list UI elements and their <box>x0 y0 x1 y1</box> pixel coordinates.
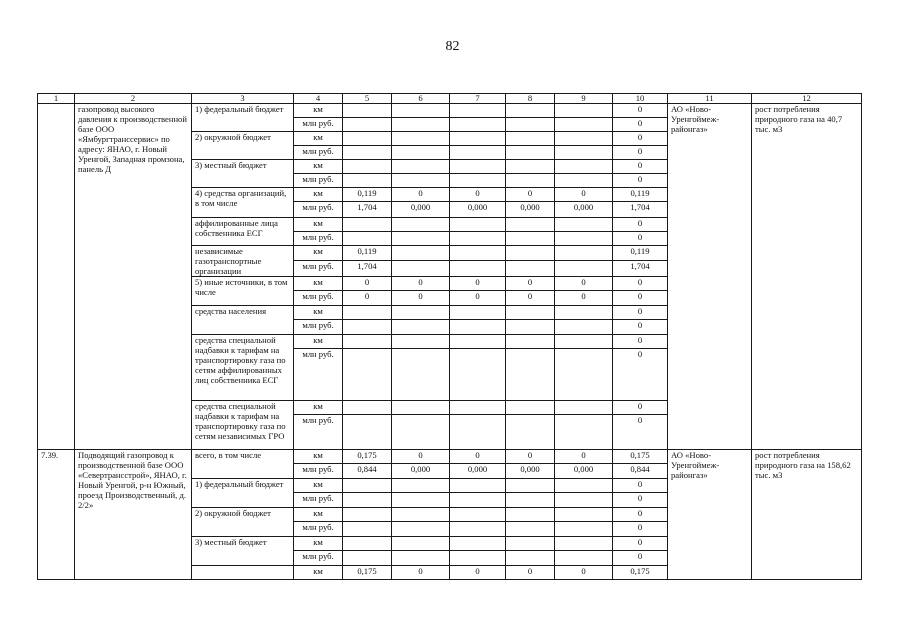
value-cell: 0 <box>613 160 668 174</box>
value-cell: 0,175 <box>343 566 392 580</box>
value-cell: 0 <box>613 551 668 566</box>
value-cell <box>392 508 450 522</box>
value-cell <box>506 401 555 415</box>
value-cell: 1,704 <box>343 260 392 276</box>
value-cell: 1,704 <box>613 202 668 218</box>
value-cell <box>450 335 506 349</box>
value-cell: 0 <box>613 174 668 188</box>
company-name: АО «Ново-Уренгоймеж-районгаз» <box>668 104 752 450</box>
value-cell: 0 <box>343 291 392 306</box>
value-cell <box>555 415 613 450</box>
value-cell <box>555 349 613 401</box>
value-cell <box>343 174 392 188</box>
value-cell <box>506 551 555 566</box>
value-cell <box>555 160 613 174</box>
value-cell <box>392 260 450 276</box>
value-cell: 0 <box>506 291 555 306</box>
unit-cell: млн руб. <box>294 349 343 401</box>
value-cell: 0 <box>555 277 613 291</box>
value-cell <box>555 260 613 276</box>
unit-cell: км <box>294 246 343 261</box>
object-name: Подводящий газопровод к производственной базе ООО «Севертрансстрой», ЯНАО, г. Новый Уренгой, р-н Южный, проезд Производственный, д. 2/2» <box>75 450 192 580</box>
value-cell <box>450 306 506 320</box>
value-cell <box>392 160 450 174</box>
value-cell <box>506 537 555 551</box>
unit-cell: км <box>294 566 343 580</box>
value-cell <box>555 146 613 160</box>
funding-source: 2) окружной бюджет <box>192 132 294 160</box>
unit-cell: км <box>294 104 343 118</box>
value-cell: 0,175 <box>343 450 392 464</box>
value-cell <box>555 493 613 508</box>
value-cell: 0 <box>392 277 450 291</box>
column-header: 6 <box>392 94 450 104</box>
funding-source: независимые газотранспортные организации <box>192 246 294 277</box>
column-header: 7 <box>450 94 506 104</box>
value-cell: 0 <box>613 104 668 118</box>
funding-source: 1) федеральный бюджет <box>192 479 294 508</box>
value-cell <box>506 146 555 160</box>
unit-cell: км <box>294 335 343 349</box>
data-table <box>37 93 862 580</box>
funding-source: 1) федеральный бюджет <box>192 104 294 132</box>
value-cell <box>506 522 555 537</box>
row-number: 7.39. <box>38 450 75 580</box>
value-cell: 0 <box>450 450 506 464</box>
value-cell <box>555 479 613 493</box>
value-cell <box>392 335 450 349</box>
table-row <box>38 450 862 464</box>
unit-cell: млн руб. <box>294 320 343 335</box>
value-cell <box>392 104 450 118</box>
value-cell <box>392 146 450 160</box>
value-cell <box>555 306 613 320</box>
value-cell <box>450 415 506 450</box>
value-cell: 0,844 <box>343 464 392 479</box>
value-cell <box>343 508 392 522</box>
value-cell <box>450 551 506 566</box>
unit-cell: км <box>294 277 343 291</box>
value-cell <box>450 349 506 401</box>
column-header: 4 <box>294 94 343 104</box>
value-cell <box>506 246 555 261</box>
value-cell <box>555 522 613 537</box>
value-cell: 0,000 <box>555 464 613 479</box>
unit-cell: млн руб. <box>294 260 343 276</box>
value-cell: 0 <box>450 566 506 580</box>
value-cell <box>343 479 392 493</box>
value-cell <box>343 104 392 118</box>
unit-cell: км <box>294 508 343 522</box>
table-row <box>38 104 862 118</box>
unit-cell: млн руб. <box>294 522 343 537</box>
unit-cell: млн руб. <box>294 291 343 306</box>
value-cell: 0,000 <box>392 202 450 218</box>
value-cell <box>343 522 392 537</box>
column-header: 5 <box>343 94 392 104</box>
value-cell <box>506 335 555 349</box>
value-cell: 0,175 <box>613 450 668 464</box>
funding-source <box>192 566 294 580</box>
value-cell <box>555 174 613 188</box>
unit-cell: млн руб. <box>294 202 343 218</box>
reason-text: рост потребления природного газа на 40,7 тыс. м3 <box>752 104 862 450</box>
value-cell: 0 <box>613 232 668 246</box>
value-cell <box>392 218 450 232</box>
value-cell <box>343 349 392 401</box>
value-cell: 0 <box>555 291 613 306</box>
value-cell <box>343 146 392 160</box>
value-cell <box>450 479 506 493</box>
value-cell <box>506 306 555 320</box>
unit-cell: млн руб. <box>294 232 343 246</box>
value-cell <box>506 118 555 132</box>
value-cell <box>555 132 613 146</box>
unit-cell: км <box>294 537 343 551</box>
column-header: 11 <box>668 94 752 104</box>
column-header: 3 <box>192 94 294 104</box>
unit-cell: млн руб. <box>294 551 343 566</box>
value-cell: 0 <box>613 335 668 349</box>
value-cell: 0,119 <box>343 188 392 202</box>
value-cell <box>343 320 392 335</box>
value-cell: 0,119 <box>343 246 392 261</box>
value-cell: 0 <box>613 146 668 160</box>
value-cell <box>343 401 392 415</box>
value-cell <box>343 232 392 246</box>
value-cell: 0 <box>343 277 392 291</box>
value-cell: 0 <box>613 306 668 320</box>
unit-cell: км <box>294 306 343 320</box>
value-cell <box>392 132 450 146</box>
column-header: 9 <box>555 94 613 104</box>
value-cell <box>392 349 450 401</box>
value-cell <box>392 537 450 551</box>
value-cell <box>392 118 450 132</box>
unit-cell: млн руб. <box>294 415 343 450</box>
value-cell <box>450 522 506 537</box>
page-number: 82 <box>445 39 460 54</box>
value-cell <box>450 132 506 146</box>
value-cell <box>506 260 555 276</box>
value-cell: 0 <box>450 291 506 306</box>
value-cell: 0 <box>613 320 668 335</box>
value-cell: 0 <box>613 522 668 537</box>
unit-cell: км <box>294 450 343 464</box>
value-cell <box>450 508 506 522</box>
funding-source: средства специальной надбавки к тарифам на транспортировку газа по сетям аффилированных лиц собственника ЕСГ <box>192 335 294 401</box>
value-cell <box>450 401 506 415</box>
value-cell: 0 <box>392 291 450 306</box>
value-cell: 0 <box>613 415 668 450</box>
value-cell <box>450 493 506 508</box>
value-cell <box>450 218 506 232</box>
value-cell <box>555 320 613 335</box>
value-cell <box>506 493 555 508</box>
value-cell <box>343 306 392 320</box>
value-cell <box>506 218 555 232</box>
value-cell <box>392 551 450 566</box>
value-cell: 0,175 <box>613 566 668 580</box>
value-cell <box>450 160 506 174</box>
column-header: 8 <box>506 94 555 104</box>
value-cell <box>450 146 506 160</box>
value-cell <box>555 508 613 522</box>
value-cell: 0 <box>613 479 668 493</box>
value-cell: 0 <box>613 218 668 232</box>
column-header: 12 <box>752 94 862 104</box>
value-cell <box>450 232 506 246</box>
value-cell <box>450 104 506 118</box>
value-cell: 0,000 <box>450 202 506 218</box>
value-cell: 0 <box>613 537 668 551</box>
value-cell <box>450 246 506 261</box>
value-cell: 0,000 <box>555 202 613 218</box>
value-cell: 0,000 <box>506 464 555 479</box>
funding-source: 3) местный бюджет <box>192 160 294 188</box>
value-cell: 1,704 <box>613 260 668 276</box>
value-cell <box>343 132 392 146</box>
value-cell <box>555 551 613 566</box>
value-cell: 0,000 <box>506 202 555 218</box>
value-cell: 0 <box>506 277 555 291</box>
header-row <box>38 94 862 104</box>
value-cell: 0 <box>555 566 613 580</box>
value-cell <box>343 415 392 450</box>
column-header: 2 <box>75 94 192 104</box>
object-name: газопровод высокого давления к производственной базе ООО «Ямбургтранссервис» по адресу: ЯНАО, г. Новый Уренгой, Западная промзона, панель Д <box>75 104 192 450</box>
value-cell <box>555 104 613 118</box>
funding-source: 4) средства организаций, в том числе <box>192 188 294 218</box>
value-cell <box>506 349 555 401</box>
value-cell <box>555 537 613 551</box>
value-cell: 0,119 <box>613 246 668 261</box>
unit-cell: млн руб. <box>294 174 343 188</box>
value-cell <box>450 174 506 188</box>
value-cell <box>392 415 450 450</box>
value-cell <box>450 118 506 132</box>
value-cell <box>343 493 392 508</box>
unit-cell: км <box>294 188 343 202</box>
value-cell <box>506 415 555 450</box>
value-cell <box>555 232 613 246</box>
value-cell: 0 <box>613 132 668 146</box>
value-cell <box>555 401 613 415</box>
value-cell: 0 <box>506 450 555 464</box>
value-cell: 0 <box>555 450 613 464</box>
value-cell: 1,704 <box>343 202 392 218</box>
value-cell <box>392 306 450 320</box>
value-cell <box>392 479 450 493</box>
value-cell <box>392 401 450 415</box>
value-cell: 0 <box>613 493 668 508</box>
value-cell: 0 <box>506 188 555 202</box>
value-cell: 0 <box>613 291 668 306</box>
value-cell: 0 <box>613 508 668 522</box>
value-cell <box>343 335 392 349</box>
funding-source: аффилированные лица собственника ЕСГ <box>192 218 294 246</box>
unit-cell: км <box>294 160 343 174</box>
value-cell <box>343 551 392 566</box>
value-cell <box>450 537 506 551</box>
row-number <box>38 104 75 450</box>
reason-text: рост потребления природного газа на 158,62 тыс. м3 <box>752 450 862 580</box>
value-cell <box>392 320 450 335</box>
value-cell <box>506 320 555 335</box>
value-cell: 0,844 <box>613 464 668 479</box>
value-cell <box>343 218 392 232</box>
value-cell: 0 <box>613 349 668 401</box>
value-cell <box>506 160 555 174</box>
funding-source: всего, в том числе <box>192 450 294 479</box>
company-name: АО «Ново-Уренгоймеж-районгаз» <box>668 450 752 580</box>
unit-cell: млн руб. <box>294 493 343 508</box>
value-cell: 0 <box>555 188 613 202</box>
value-cell: 0,000 <box>392 464 450 479</box>
value-cell <box>506 174 555 188</box>
unit-cell: млн руб. <box>294 464 343 479</box>
value-cell <box>506 479 555 493</box>
value-cell <box>555 118 613 132</box>
value-cell: 0 <box>613 277 668 291</box>
value-cell <box>450 320 506 335</box>
unit-cell: млн руб. <box>294 118 343 132</box>
value-cell <box>392 174 450 188</box>
value-cell <box>392 522 450 537</box>
value-cell <box>555 218 613 232</box>
value-cell: 0 <box>392 450 450 464</box>
value-cell <box>343 118 392 132</box>
value-cell: 0,119 <box>613 188 668 202</box>
unit-cell: км <box>294 218 343 232</box>
value-cell <box>555 246 613 261</box>
value-cell <box>343 160 392 174</box>
value-cell: 0 <box>392 566 450 580</box>
funding-source: 3) местный бюджет <box>192 537 294 566</box>
funding-source: средства населения <box>192 306 294 335</box>
value-cell <box>506 508 555 522</box>
value-cell: 0 <box>392 188 450 202</box>
value-cell <box>392 493 450 508</box>
funding-source: 5) иные источники, в том числе <box>192 277 294 306</box>
column-header: 1 <box>38 94 75 104</box>
value-cell: 0 <box>450 277 506 291</box>
unit-cell: км <box>294 479 343 493</box>
value-cell <box>506 232 555 246</box>
unit-cell: км <box>294 132 343 146</box>
unit-cell: км <box>294 401 343 415</box>
value-cell <box>450 260 506 276</box>
value-cell: 0 <box>506 566 555 580</box>
column-header: 10 <box>613 94 668 104</box>
value-cell <box>555 335 613 349</box>
value-cell: 0 <box>613 401 668 415</box>
value-cell <box>506 104 555 118</box>
funding-source: 2) окружной бюджет <box>192 508 294 537</box>
value-cell <box>392 232 450 246</box>
value-cell <box>343 537 392 551</box>
funding-source: средства специальной надбавки к тарифам на транспортировку газа по сетям независимых ГРО <box>192 401 294 450</box>
value-cell <box>392 246 450 261</box>
value-cell <box>506 132 555 146</box>
value-cell: 0 <box>613 118 668 132</box>
value-cell: 0 <box>450 188 506 202</box>
value-cell: 0,000 <box>450 464 506 479</box>
unit-cell: млн руб. <box>294 146 343 160</box>
